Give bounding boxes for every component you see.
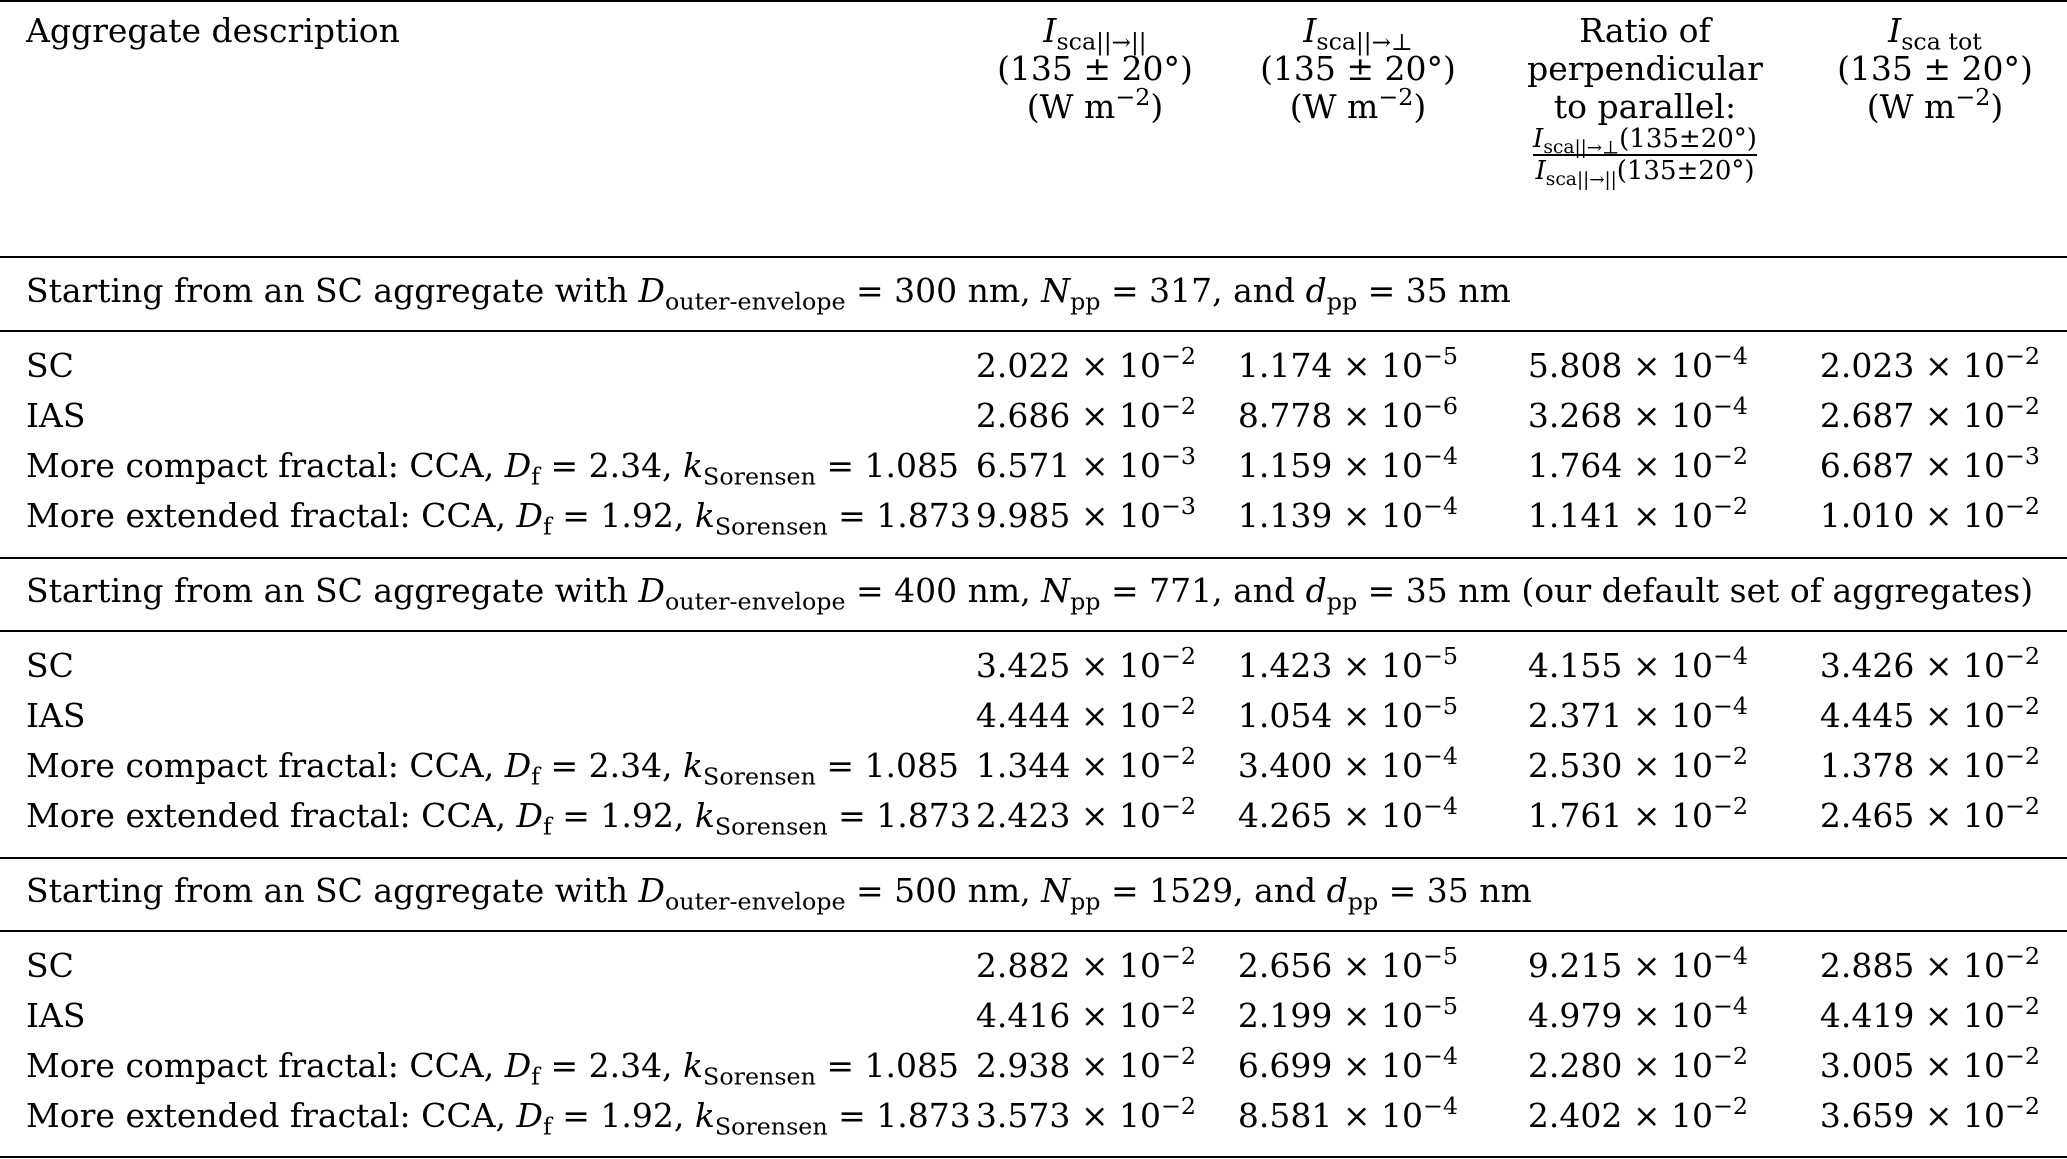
table-cell: $2.023 \times 10^{-2}$ [1819, 341, 2040, 385]
row-label: More compact fractal: CCA, $D_f = 2.34$, $k_{Sorensen} = 1.085$ [26, 446, 959, 491]
table-cell: $3.659 \times 10^{-2}$ [1819, 1091, 2040, 1135]
table-cell: $1.764 \times 10^{-2}$ [1527, 441, 1748, 485]
header-isca-perpendicular: $I_{sca||\to\perp}$ (135 ± 20°) (W $m^{-2}$) [1260, 11, 1456, 126]
table-cell: $1.761 \times 10^{-2}$ [1527, 791, 1748, 835]
row-label: SC [26, 346, 74, 385]
table-cell: $1.174 \times 10^{-5}$ [1237, 341, 1458, 385]
table-cell: $2.882 \times 10^{-2}$ [975, 941, 1196, 985]
table-cell: $3.400 \times 10^{-4}$ [1237, 741, 1458, 785]
group-title-300nm: Starting from an SC aggregate with $D_{outer-envelope} = 300$ nm, $N_{pp} = 317$, and $d_{pp} = 35$ nm [26, 271, 1511, 316]
group-rule [0, 557, 2067, 559]
table-cell: $9.985 \times 10^{-3}$ [975, 491, 1196, 535]
table-cell: $3.425 \times 10^{-2}$ [975, 641, 1196, 685]
row-label: IAS [26, 996, 86, 1035]
header-ratio: Ratio of perpendicular to parallel: $\frac{I_{sca||\to\perp}(135\pm 20^\circ)}{I_{sca||\to||}(135\pm 20^\circ)}$ [1527, 11, 1763, 191]
row-label: SC [26, 646, 74, 685]
table-cell: $3.005 \times 10^{-2}$ [1819, 1041, 2040, 1085]
table-cell: $1.159 \times 10^{-4}$ [1237, 441, 1458, 485]
table-cell: $1.344 \times 10^{-2}$ [975, 741, 1196, 785]
table-cell: $2.402 \times 10^{-2}$ [1527, 1091, 1748, 1135]
table-cell: $6.687 \times 10^{-3}$ [1819, 441, 2040, 485]
table-cell: $2.686 \times 10^{-2}$ [975, 391, 1196, 435]
table-cell: $3.268 \times 10^{-4}$ [1527, 391, 1748, 435]
row-label: More compact fractal: CCA, $D_f = 2.34$, $k_{Sorensen} = 1.085$ [26, 1046, 959, 1091]
row-label: More extended fractal: CCA, $D_f = 1.92$, $k_{Sorensen} = 1.873$ [26, 1096, 971, 1141]
table-cell: $2.371 \times 10^{-4}$ [1527, 691, 1748, 735]
table-cell: $9.215 \times 10^{-4}$ [1527, 941, 1748, 985]
table-cell: $1.010 \times 10^{-2}$ [1819, 491, 2040, 535]
table-cell: $8.581 \times 10^{-4}$ [1237, 1091, 1458, 1135]
table-cell: $2.022 \times 10^{-2}$ [975, 341, 1196, 385]
table-cell: $1.141 \times 10^{-2}$ [1527, 491, 1748, 535]
group-rule [0, 330, 2067, 332]
table-cell: $4.265 \times 10^{-4}$ [1237, 791, 1458, 835]
table-cell: $2.938 \times 10^{-2}$ [975, 1041, 1196, 1085]
group-title-500nm: Starting from an SC aggregate with $D_{outer-envelope} = 500$ nm, $N_{pp} = 1529$, and $d_{pp} = 35$ nm [26, 871, 1532, 916]
table-cell: $1.378 \times 10^{-2}$ [1819, 741, 2040, 785]
row-label: More extended fractal: CCA, $D_f = 1.92$, $k_{Sorensen} = 1.873$ [26, 496, 971, 541]
table-cell: $6.571 \times 10^{-3}$ [975, 441, 1196, 485]
table-cell: $2.465 \times 10^{-2}$ [1819, 791, 2040, 835]
row-label: More compact fractal: CCA, $D_f = 2.34$, $k_{Sorensen} = 1.085$ [26, 746, 959, 791]
table-cell: $4.445 \times 10^{-2}$ [1819, 691, 2040, 735]
table-cell: $5.808 \times 10^{-4}$ [1527, 341, 1748, 385]
group-rule [0, 930, 2067, 932]
table-cell: $2.530 \times 10^{-2}$ [1527, 741, 1748, 785]
row-label: IAS [26, 696, 86, 735]
top-rule [0, 0, 2067, 2]
group-rule [0, 630, 2067, 632]
group-title-400nm: Starting from an SC aggregate with $D_{outer-envelope} = 400$ nm, $N_{pp} = 771$, and $d_{pp} = 35$ nm (our default set of aggregates) [26, 571, 2034, 616]
header-rule [0, 256, 2067, 258]
row-label: IAS [26, 396, 86, 435]
table-cell: $2.423 \times 10^{-2}$ [975, 791, 1196, 835]
table-cell: $1.139 \times 10^{-4}$ [1237, 491, 1458, 535]
header-aggregate-description: Aggregate description [26, 11, 400, 50]
table-cell: $3.426 \times 10^{-2}$ [1819, 641, 2040, 685]
table-cell: $1.054 \times 10^{-5}$ [1237, 691, 1458, 735]
group-rule [0, 857, 2067, 859]
table-cell: $2.280 \times 10^{-2}$ [1527, 1041, 1748, 1085]
table-cell: $2.656 \times 10^{-5}$ [1237, 941, 1458, 985]
table-cell: $1.423 \times 10^{-5}$ [1237, 641, 1458, 685]
row-label: More extended fractal: CCA, $D_f = 1.92$, $k_{Sorensen} = 1.873$ [26, 796, 971, 841]
header-isca-parallel: $I_{sca||\to||}$ (135 ± 20°) (W $m^{-2}$) [997, 11, 1193, 126]
table-cell: $4.416 \times 10^{-2}$ [975, 991, 1196, 1035]
table-cell: $6.699 \times 10^{-4}$ [1237, 1041, 1458, 1085]
bottom-rule [0, 1156, 2067, 1158]
ratio-fraction: $\frac{I_{sca||\to\perp}(135\pm 20^\circ)}{I_{sca||\to||}(135\pm 20^\circ)}$ [1533, 124, 1757, 191]
table-cell: $4.419 \times 10^{-2}$ [1819, 991, 2040, 1035]
table-cell: $4.979 \times 10^{-4}$ [1527, 991, 1748, 1035]
table-cell: $3.573 \times 10^{-2}$ [975, 1091, 1196, 1135]
row-label: SC [26, 946, 74, 985]
table-cell: $4.155 \times 10^{-4}$ [1527, 641, 1748, 685]
table-cell: $8.778 \times 10^{-6}$ [1237, 391, 1458, 435]
table-cell: $2.885 \times 10^{-2}$ [1819, 941, 2040, 985]
table-cell: $4.444 \times 10^{-2}$ [975, 691, 1196, 735]
header-isca-total: $I_{sca tot}$ (135 ± 20°) (W $m^{-2}$) [1837, 11, 2033, 126]
table-cell: $2.199 \times 10^{-5}$ [1237, 991, 1458, 1035]
table-cell: $2.687 \times 10^{-2}$ [1819, 391, 2040, 435]
